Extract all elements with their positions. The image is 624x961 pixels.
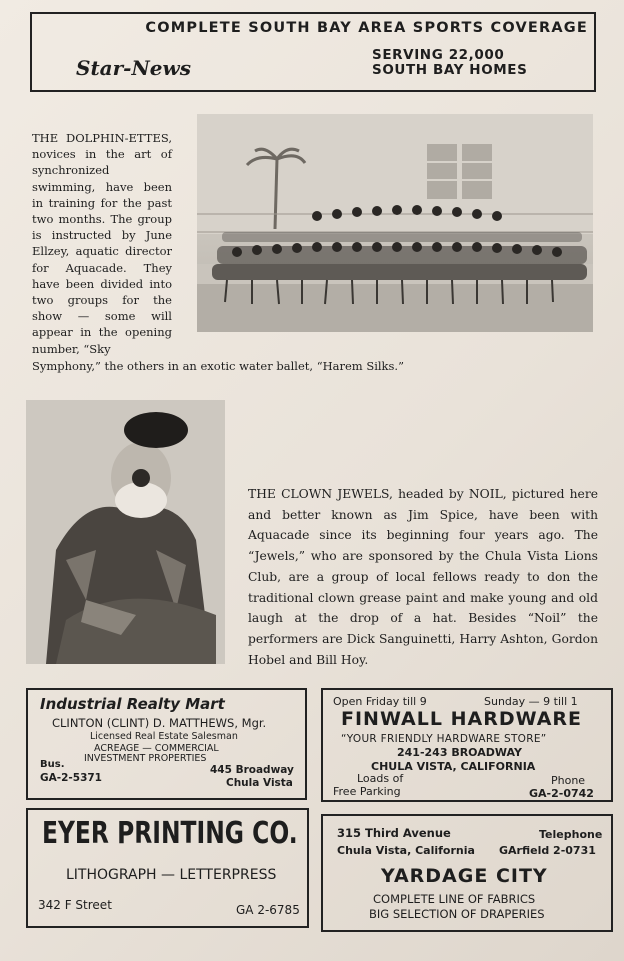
realty-bus-label: Bus. [40, 759, 65, 770]
dolphinettes-group-photo [197, 114, 593, 332]
dolphinettes-caption [32, 130, 172, 357]
noil-clown-photo [26, 400, 225, 664]
yardage-address: 315 Third Avenue [337, 826, 451, 840]
finwall-hours-right: Sunday — 9 till 1 [484, 695, 578, 708]
finwall-phone: GA-2-0742 [529, 787, 594, 800]
realty-manager: CLINTON (CLINT) D. MATTHEWS, Mgr. [52, 716, 267, 730]
star-news-banner [30, 12, 596, 92]
finwall-hardware-ad [321, 688, 613, 802]
eyer-printing-ad [26, 808, 309, 928]
finwall-name: FINWALL HARDWARE [341, 708, 583, 730]
eyer-phone: GA 2-6785 [236, 903, 300, 917]
realty-license: Licensed Real Estate Salesman [90, 731, 238, 742]
finwall-parking-2: Free Parking [333, 785, 401, 798]
realty-city: Chula Vista [226, 777, 293, 789]
finwall-parking-1: Loads of [357, 772, 404, 785]
finwall-address: 241-243 BROADWAY [397, 746, 522, 759]
realty-address: 445 Broadway [210, 764, 294, 776]
finwall-hours-left: Open Friday till 9 [333, 695, 427, 708]
eyer-address: 342 F Street [38, 898, 112, 912]
yardage-name: YARDAGE CITY [381, 865, 548, 887]
industrial-realty-ad [26, 688, 307, 800]
serving-line-2: SOUTH BAY HOMES [372, 62, 528, 78]
dolphinettes-photo-illustration [197, 114, 593, 332]
finwall-phone-label: Phone [551, 774, 586, 787]
banner-headline: COMPLETE SOUTH BAY AREA SPORTS COVERAGE [145, 20, 588, 36]
serving-line-1: SERVING 22,000 [372, 47, 505, 63]
realty-name: Industrial Realty Mart [40, 695, 225, 713]
clown-jewels-caption: THE CLOWN JEWELS, headed by NOIL, pictured here and better known as Jim Spice, have been with Aquacade since its beginning four years ago. The “Jewels,” who are sponsored by the Chula Vista Lions Club, are a group of local fellows ready to don the traditional clown grease paint and make young and old laugh at the drop of a hat. Besides “Noil” the performers are Dick Sanguinetti, Harry Ashton, Gordon Hobel and Bill Hoy. [248, 487, 598, 667]
eyer-name: EYER PRINTING CO. [42, 816, 298, 851]
dolphinettes-caption-main: THE DOLPHIN-ETTES, novices in the art of synchronized swimming, have been in training for the past two months. The group is instructed by June Ellzey, aquatic director for Aquacade. They have been divided into two groups for the show — some will appear in the opening number, “Sky [32, 131, 172, 356]
yardage-line-1: COMPLETE LINE OF FABRICS [373, 892, 536, 906]
yardage-line-2: BIG SELECTION OF DRAPERIES [369, 907, 545, 921]
serving-homes [372, 48, 527, 78]
realty-line-1: ACREAGE — COMMERCIAL [94, 743, 219, 754]
yardage-city-ad [321, 814, 613, 932]
realty-line-2: INVESTMENT PROPERTIES [84, 753, 207, 764]
finwall-city: CHULA VISTA, CALIFORNIA [371, 760, 536, 773]
star-news-masthead: Star-News [76, 56, 191, 80]
realty-phone: GA-2-5371 [40, 772, 102, 784]
yardage-phone-label: Telephone [539, 828, 603, 841]
finwall-slogan: “YOUR FRIENDLY HARDWARE STORE” [341, 733, 547, 745]
clown-photo-illustration [26, 400, 225, 664]
yardage-phone: GArfield 2-0731 [499, 844, 596, 857]
eyer-services: LITHOGRAPH — LETTERPRESS [66, 867, 277, 883]
yardage-city: Chula Vista, California [337, 844, 475, 857]
dolphinettes-caption-tail: Symphony,” the others in an exotic water ballet, “Harem Silks.” [32, 359, 404, 373]
